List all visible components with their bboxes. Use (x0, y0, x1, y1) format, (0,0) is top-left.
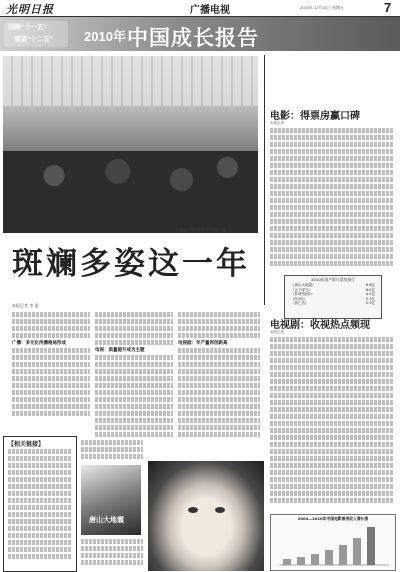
table-row: 《让子弹飞》 6.0亿 (291, 287, 375, 292)
masthead (0, 0, 400, 17)
sidebox-title: 【相关链接】 (8, 441, 45, 448)
chart-bar (353, 538, 361, 565)
article-column-2c (81, 539, 143, 569)
box-office-table (284, 275, 382, 319)
badge-line-2: 展望“十二五” (14, 36, 53, 43)
chart-bar (325, 550, 333, 565)
badge-line-1: 回顾“十一五” (8, 24, 47, 31)
article-column-2b (81, 440, 143, 462)
chart-bar (339, 545, 347, 565)
movie-article-body (270, 128, 394, 270)
tv-article-body (270, 337, 394, 511)
article-column-2 (95, 312, 173, 457)
table-row: 《唐山大地震》 6.6亿 (291, 283, 375, 287)
tv-article-title: 电视剧：收视热点频现 (270, 320, 370, 331)
chart-bars (271, 521, 395, 571)
poster-title: 唐山大地震 (89, 515, 124, 524)
subhead-drama: 电视剧：年产量再创新高 (178, 341, 228, 346)
article-byline: 本报记者 李 蕾 (12, 303, 39, 308)
movie-article-title: 电影：得票房赢口碑 (270, 111, 360, 122)
article-column-1 (12, 312, 90, 432)
chart-bar (367, 527, 375, 565)
table-row: 《叶问2》 2.3亿 (291, 296, 375, 301)
article-headline: 斑斓多姿这一年 (12, 246, 250, 282)
sidebox-body (8, 449, 72, 567)
table-title: 2010年国产影片票房排行 (311, 277, 355, 282)
chart-bar (297, 557, 305, 565)
chart-bar (311, 554, 319, 565)
subhead-tv: 电视：质量提升成为主题 (95, 348, 145, 353)
column-divider (264, 55, 265, 305)
chart-title: 2004—2010年中国电影票房收入增长图 (297, 516, 369, 521)
chart-bar (283, 559, 291, 565)
box-office-chart (270, 514, 396, 571)
banner-year: 2010年 (84, 29, 126, 44)
related-links-box (3, 436, 77, 572)
dateline: 2010年 12月31日 星期五 (300, 5, 345, 10)
tv-article-author: 本报记者 (270, 330, 284, 334)
banner-title: 中国成长报告 (127, 25, 259, 50)
article-column-3 (178, 312, 260, 457)
subhead-radio: 广播：多元化传播格局形成 (12, 341, 66, 346)
section-title: 广播电视 (190, 5, 230, 16)
table-row: 《非诚勿扰2》 4.5亿 (291, 292, 375, 297)
lead-photo (3, 56, 258, 233)
child-portrait-photo (148, 461, 264, 571)
table-row: 《狄仁杰》 2.9亿 (291, 301, 375, 306)
photo-caption: 春运火车站售票大厅前的人群 (180, 228, 226, 232)
report-banner (0, 17, 400, 51)
movie-poster (81, 465, 141, 535)
page-number: 7 (384, 0, 392, 15)
newspaper-logo: 光明日报 (6, 3, 54, 16)
movie-article-author: 本报记者 (270, 121, 284, 125)
